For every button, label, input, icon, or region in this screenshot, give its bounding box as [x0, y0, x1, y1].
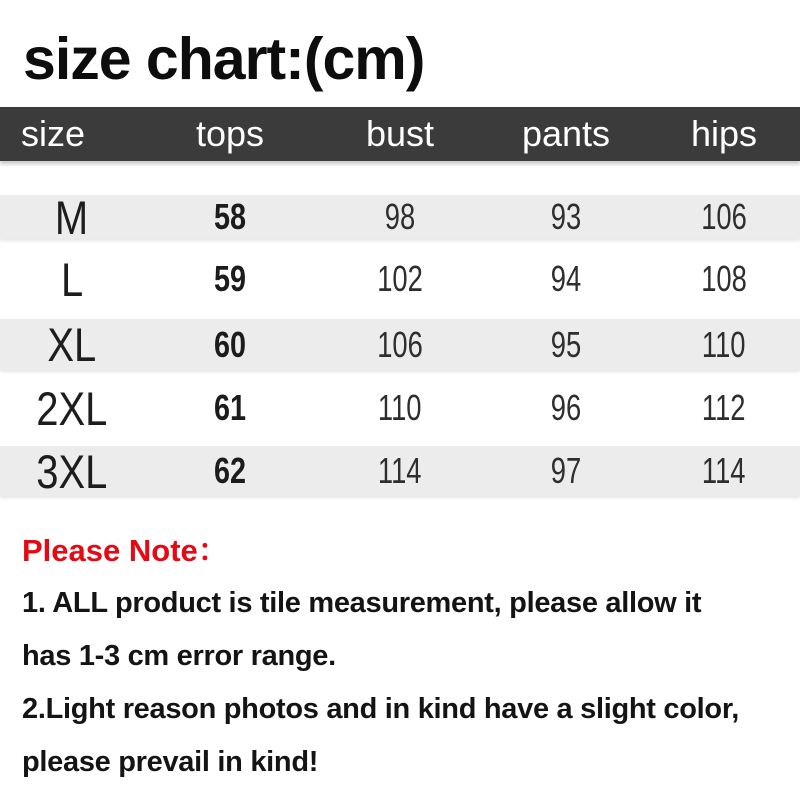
cell-pants: 93	[550, 196, 582, 237]
cell-pants: 95	[550, 323, 582, 365]
table-row	[0, 239, 800, 319]
cell-size: 2XL	[36, 381, 108, 435]
column-header-pants: pants	[521, 113, 611, 154]
cell-pants: 97	[550, 450, 582, 491]
cell-tops: 59	[213, 258, 247, 299]
cell-pants: 94	[550, 258, 582, 299]
cell-size: L	[60, 252, 84, 306]
cell-hips: 112	[702, 387, 746, 428]
cell-bust: 98	[384, 196, 416, 237]
header-spacer	[0, 161, 800, 195]
please-note-heading: Please Note：	[22, 533, 229, 568]
cell-bust: 114	[378, 450, 422, 491]
table-row	[0, 319, 800, 370]
cell-pants: 96	[550, 387, 582, 428]
table-row	[0, 190, 800, 244]
cell-tops: 61	[213, 387, 247, 428]
table-header-row	[0, 107, 800, 161]
cell-size: M	[55, 190, 89, 244]
note-line-3: 2.Light reason photos and in kind have a slight color,	[22, 693, 739, 725]
note-line-2: has 1-3 cm error range.	[22, 640, 336, 672]
cell-bust: 106	[377, 323, 423, 365]
note-line-1: 1. ALL product is tile measurement, please allow it	[22, 587, 702, 619]
page-title: size chart:(cm)	[23, 26, 425, 92]
column-header-hips: hips	[690, 113, 758, 154]
cell-bust: 102	[377, 258, 423, 299]
size-table	[0, 107, 800, 496]
cell-hips: 110	[702, 323, 746, 365]
column-header-bust: bust	[365, 113, 435, 154]
notes-section	[22, 524, 800, 789]
column-header-size: size	[21, 113, 86, 154]
cell-hips: 106	[701, 196, 747, 237]
table-row	[0, 446, 800, 496]
cell-tops: 60	[213, 323, 247, 365]
cell-tops: 62	[213, 450, 247, 491]
cell-size: XL	[47, 318, 97, 371]
cell-hips: 114	[702, 450, 746, 491]
cell-bust: 110	[378, 387, 422, 428]
cell-tops: 58	[213, 196, 247, 237]
cell-hips: 108	[701, 258, 747, 299]
note-line-4: please prevail in kind!	[22, 746, 319, 778]
table-row	[0, 370, 800, 446]
column-header-tops: tops	[195, 113, 265, 154]
cell-size: 3XL	[36, 444, 108, 498]
